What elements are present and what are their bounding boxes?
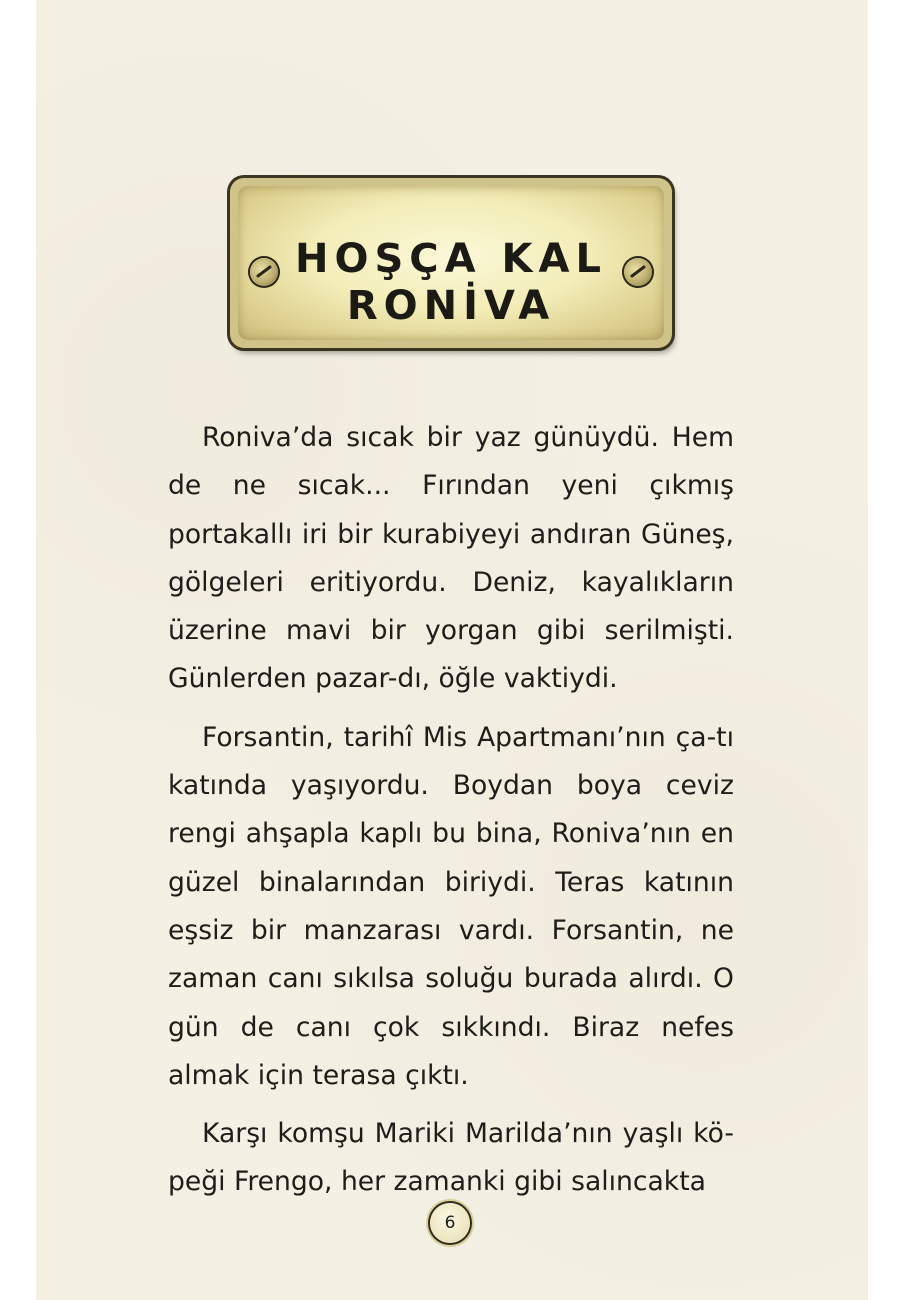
plaque-face — [238, 186, 664, 340]
chapter-title-line-2: RONİVA — [346, 283, 556, 329]
screw-icon — [624, 258, 652, 286]
chapter-title-line-1: HOŞÇA KAL — [295, 236, 607, 282]
chapter-title-plaque — [230, 178, 672, 348]
paragraph: Forsantin, tarihî Mis Apartmanı’nın ça-tı katında yaşıyordu. Boydan boya ceviz rengi ahşapla kaplı bu bina, Roniva’nın en güzel binalarından biriydi. Teras katının eşsiz bir manzarası vardı. Forsantin, ne zaman canı sıkılsa soluğu burada alırdı. O gün de canı çok sıkkındı. Biraz nefes almak için terasa çıktı. — [168, 721, 734, 1091]
page-number-badge: 6 — [430, 1203, 470, 1243]
paragraph: Roniva’da sıcak bir yaz günüydü. Hem de ne sıcak... Fırından yeni çıkmış portakallı iri bir kurabiyeyi andıran Güneş, gölgeleri eritiyordu. Deniz, kayalıkların üzerine mavi bir yorgan gibi serilmişti. Günlerden pazar-dı, öğle vaktiydi. — [168, 422, 734, 695]
story-text — [168, 414, 734, 1217]
paragraph: Karşı komşu Mariki Marilda’nın yaşlı kö-peği Frengo, her zamanki gibi salıncakta — [168, 1118, 734, 1198]
